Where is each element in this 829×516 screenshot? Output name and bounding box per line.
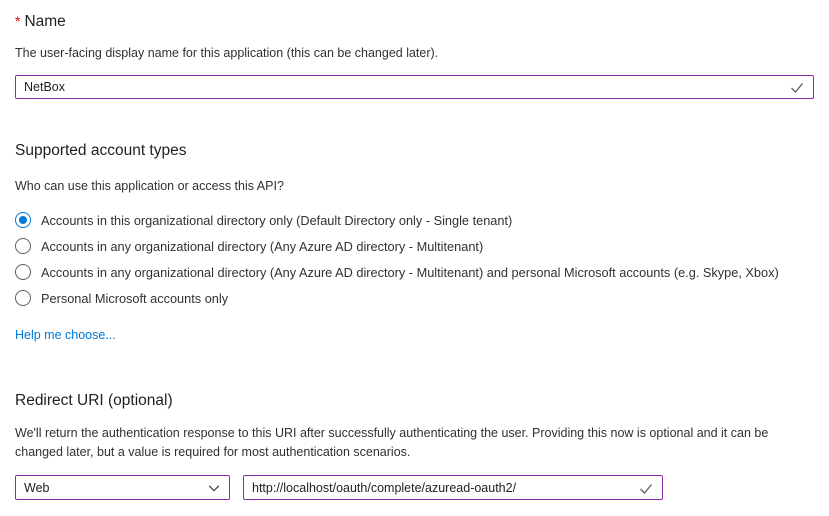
account-type-option-label: Accounts in any organizational directory (Any Azure AD directory - Multitenant) and personal Microsoft accounts (e.g. Skype, Xbox) (41, 264, 779, 280)
account-type-option-multitenant-personal[interactable] (15, 259, 814, 285)
account-type-options (15, 207, 814, 311)
radio-dot (19, 216, 27, 224)
chevron-down-icon (207, 481, 221, 495)
account-types-section (15, 142, 814, 344)
redirect-uri-title: Redirect URI (optional) (15, 392, 173, 409)
account-type-option-personal-only[interactable] (15, 285, 814, 311)
name-input[interactable] (24, 80, 789, 94)
name-section-title (15, 12, 814, 31)
redirect-uri-section (15, 392, 814, 500)
radio-selected-icon[interactable] (15, 212, 31, 228)
platform-dropdown-value: Web (24, 480, 50, 495)
redirect-uri-input[interactable] (252, 481, 638, 495)
account-type-option-label: Accounts in this organizational directory only (Default Directory only - Single tenant) (41, 212, 513, 228)
account-type-option-label: Accounts in any organizational directory (Any Azure AD directory - Multitenant) (41, 238, 484, 254)
account-types-title: Supported account types (15, 142, 187, 159)
required-marker: * (15, 13, 21, 29)
account-types-question: Who can use this application or access this API? (15, 179, 284, 193)
name-description: The user-facing display name for this application (this can be changed later). (15, 46, 439, 60)
account-type-option-single-tenant[interactable] (15, 207, 814, 233)
account-type-option-multitenant[interactable] (15, 233, 814, 259)
help-me-choose-link[interactable]: Help me choose... (15, 328, 116, 342)
redirect-uri-controls (15, 475, 814, 500)
name-title-text: Name (24, 13, 66, 30)
platform-dropdown[interactable] (15, 475, 230, 500)
name-input-field[interactable] (15, 75, 814, 99)
radio-unselected-icon[interactable] (15, 238, 31, 254)
checkmark-icon (789, 79, 805, 95)
account-type-option-label: Personal Microsoft accounts only (41, 290, 229, 306)
radio-unselected-icon[interactable] (15, 264, 31, 280)
redirect-uri-input-field[interactable] (243, 475, 663, 500)
radio-unselected-icon[interactable] (15, 290, 31, 306)
checkmark-icon (638, 480, 654, 496)
redirect-uri-description: We'll return the authentication response to this URI after successfully authenticating the user. Providing this now is optional and it can be changed later, but a value is required for most authentication scenarios. (15, 426, 769, 459)
